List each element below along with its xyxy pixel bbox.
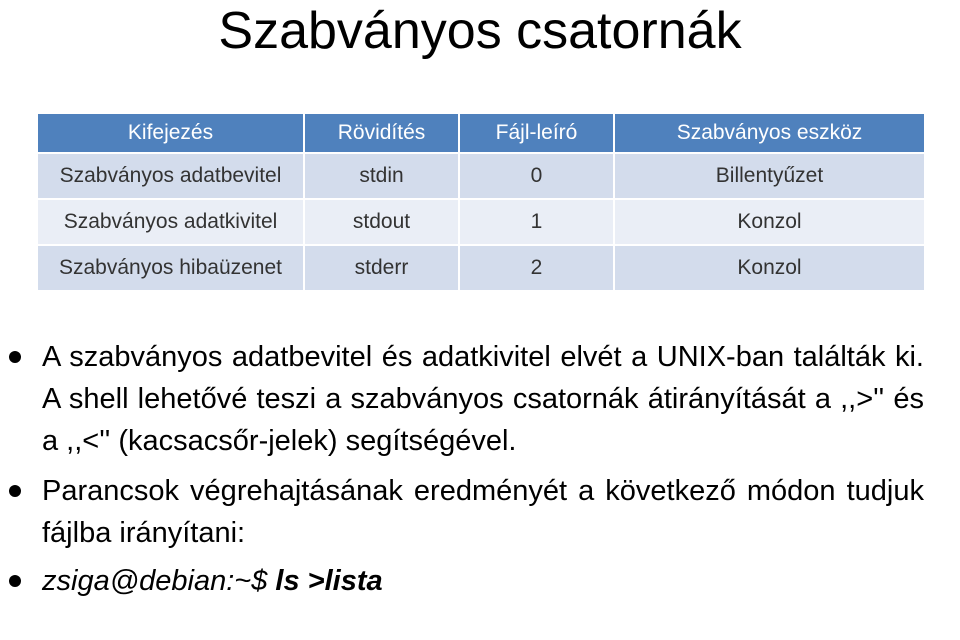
table-row: [38, 154, 924, 198]
table-cell: Szabványos hibaüzenet: [38, 246, 303, 290]
table-cell: Szabványos adatkivitel: [38, 200, 303, 244]
table-cell: 1: [460, 200, 613, 244]
bullet-list: [0, 336, 960, 602]
shell-command: ls >lista: [275, 565, 383, 597]
bullet-text: Parancsok végrehajtásának eredményét a következő módon tudjuk fájlba irányítani:: [42, 475, 924, 549]
table-cell: stdout: [305, 200, 458, 244]
table-cell: stdin: [305, 154, 458, 198]
bullet-dot-icon: [9, 351, 21, 363]
standard-channels-table: [36, 112, 926, 292]
table-header-row: [38, 114, 924, 152]
bullet-dot-icon: [9, 575, 21, 587]
header-abbreviation: Rövidítés: [305, 114, 458, 152]
shell-prompt: zsiga@debian:~$: [42, 565, 276, 597]
slide-title: Szabványos csatornák: [218, 2, 742, 60]
table-row: [38, 200, 924, 244]
table-cell: 2: [460, 246, 613, 290]
header-standard-device: Szabványos eszköz: [615, 114, 924, 152]
header-expression: Kifejezés: [38, 114, 303, 152]
table-cell: Billentyűzet: [615, 154, 924, 198]
table-cell: stderr: [305, 246, 458, 290]
table-cell: 0: [460, 154, 613, 198]
table-row: [38, 246, 924, 290]
bullet-item: [0, 470, 960, 554]
table-cell: Konzol: [615, 200, 924, 244]
header-file-descriptor: Fájl-leíró: [460, 114, 613, 152]
table-cell: Szabványos adatbevitel: [38, 154, 303, 198]
bullet-text: A szabványos adatbevitel és adatkivitel elvét a UNIX-ban találták ki. A shell lehetővé teszi a szabványos csatornák átirányítását a ,,>'' és a ,,<'' (kacsacsőr-jelek) segítségével.: [42, 341, 924, 457]
bullet-item-command: [0, 560, 960, 602]
table-cell: Konzol: [615, 246, 924, 290]
bullet-dot-icon: [9, 485, 21, 497]
bullet-item: [0, 336, 960, 462]
